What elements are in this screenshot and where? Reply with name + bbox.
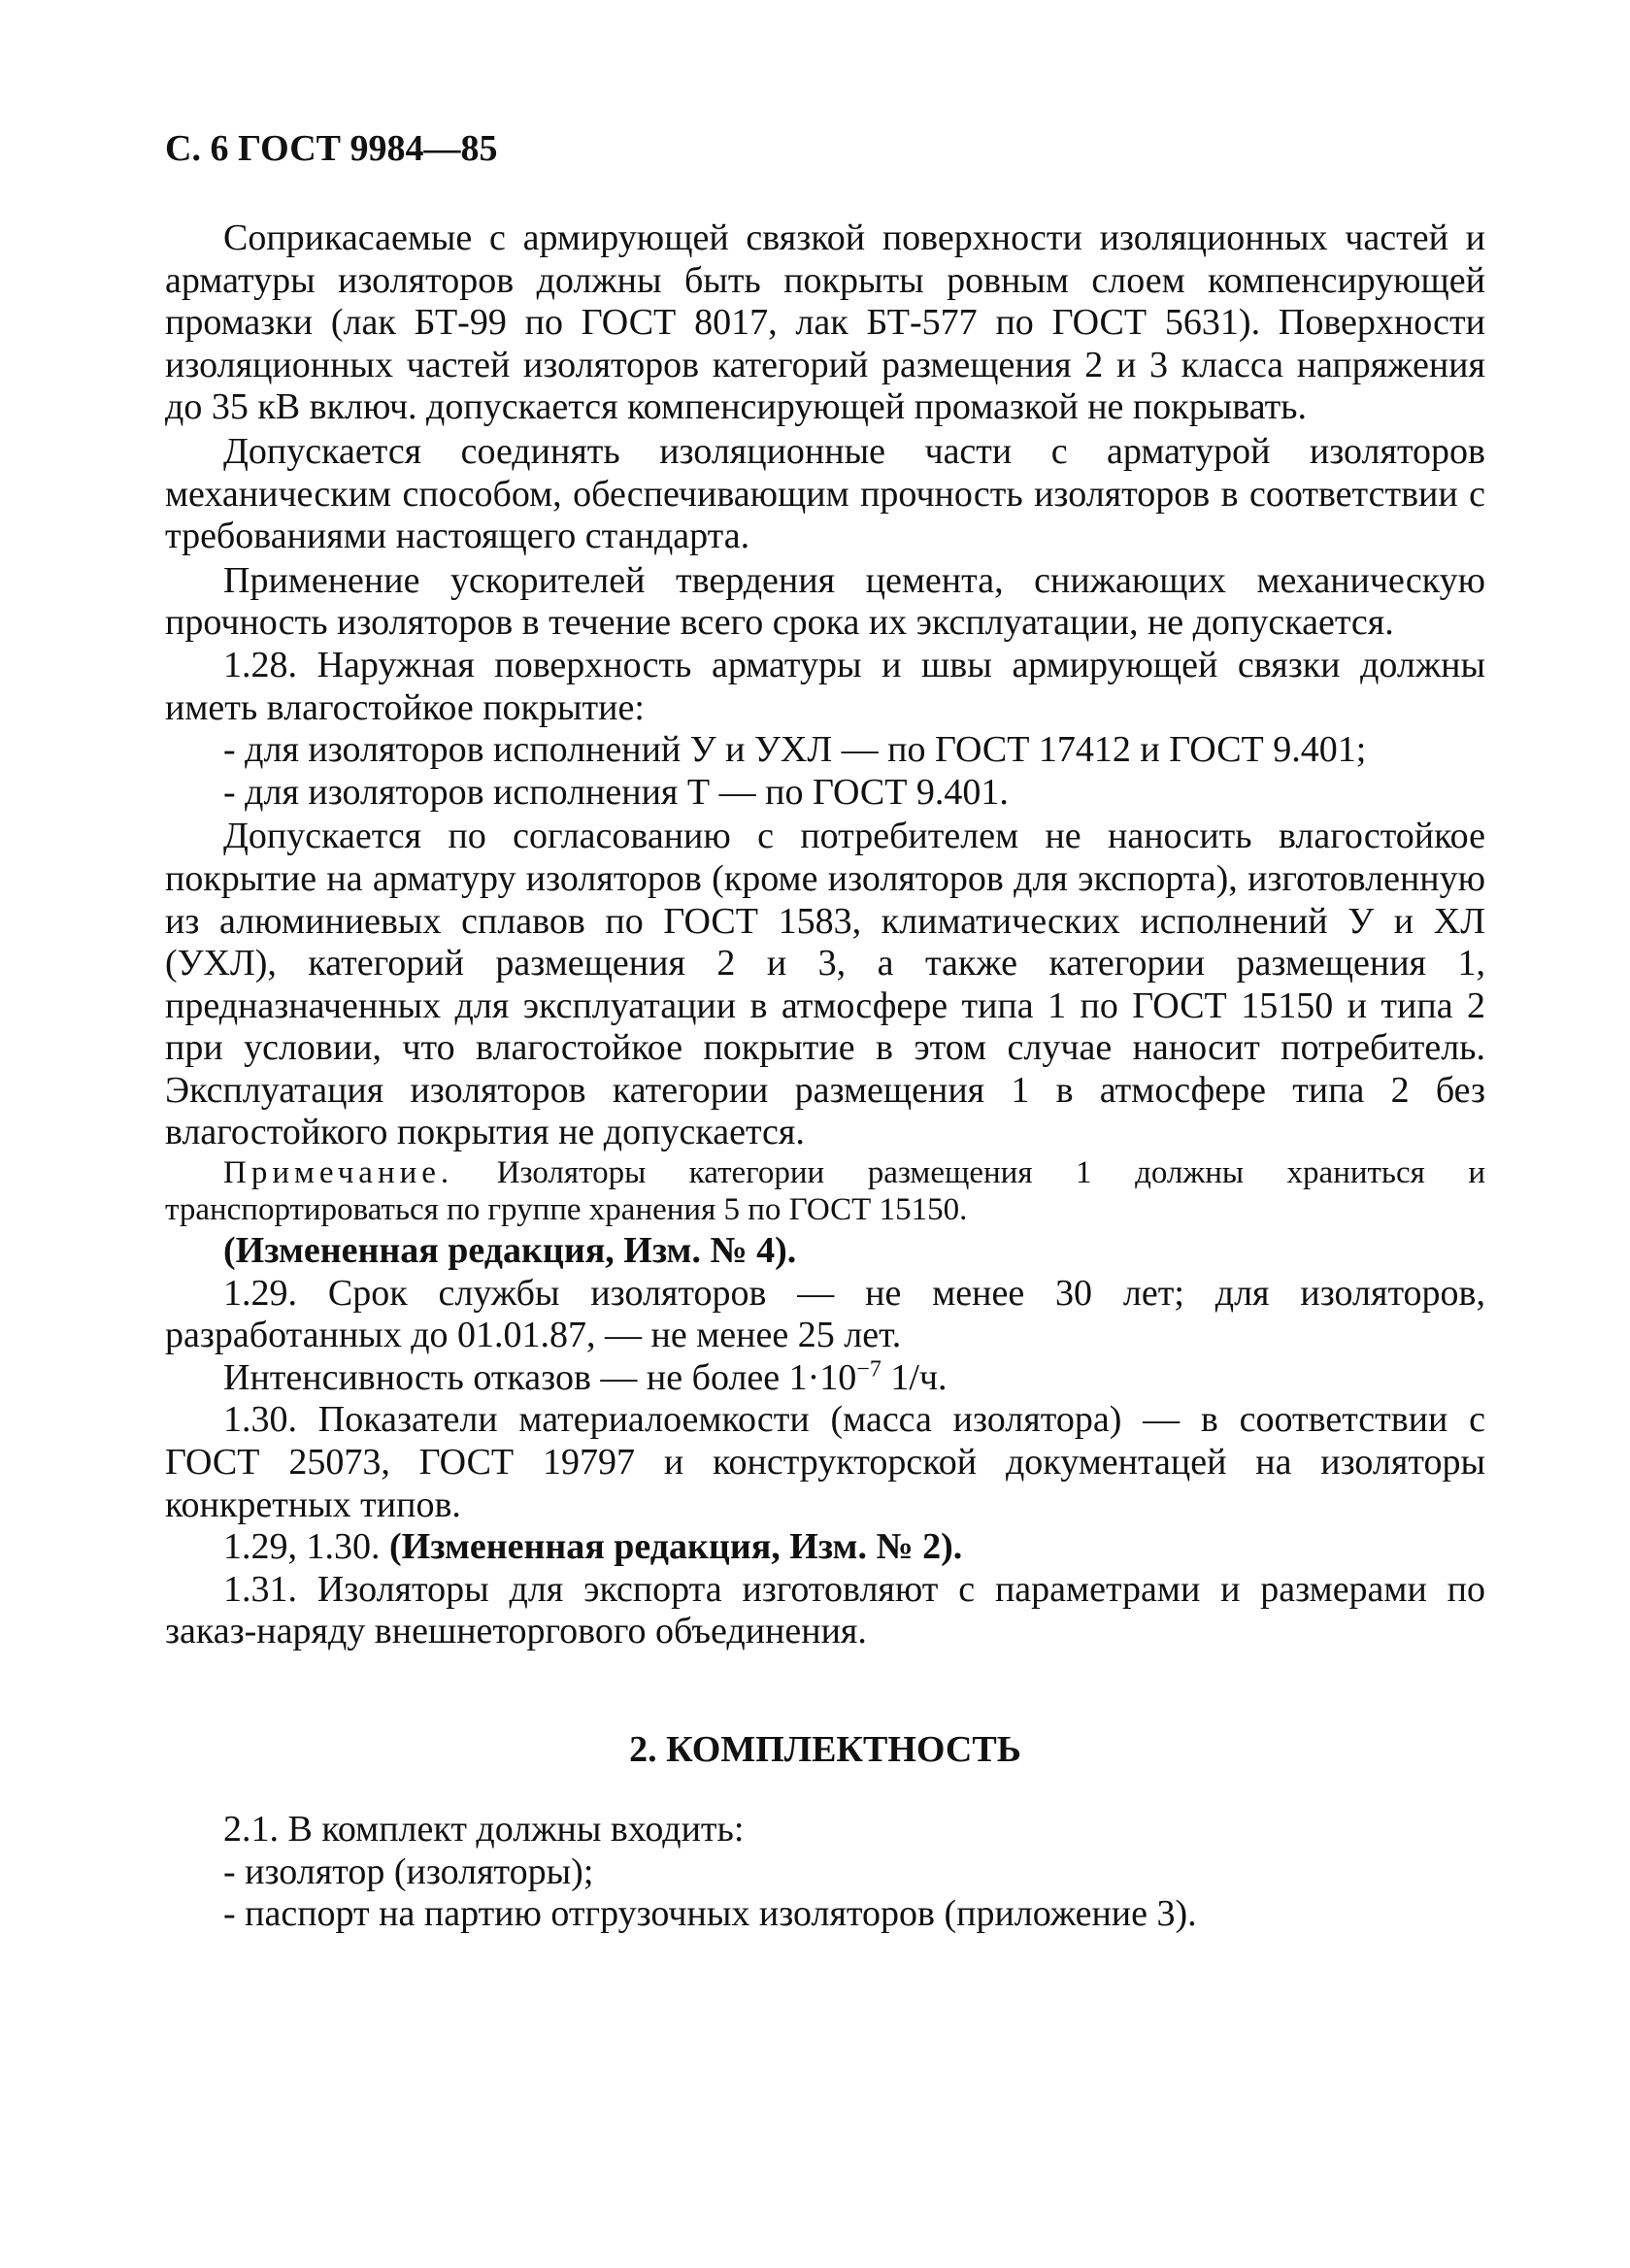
clause-2-1: 2.1. В комплект должны входить: — [223, 1809, 745, 1850]
paragraph-coating: Соприкасаемые с армирующей связкой поверхности изоляционных частей и арматуры изоляторов должны быть покрыты ровным слоем компенсирующей промазки (лак БТ-99 по ГОСТ 8017, лак БТ-577 по ГОСТ 5631). Поверхности изоляционных частей изоляторов категорий размещения 2 и 3 класса напряжения до 35 кВ включ. допускается компенсирующей промазкой не покрывать. — [165, 217, 1485, 428]
paragraph-coating-exception: Допускается по согласованию с потребителем не наносить влагостойкое покрытие на арматуру изоляторов (кроме изоляторов для экспорта), изготовленную из алюминиевых сплавов по ГОСТ 1583, климатических исполнений У и ХЛ (УХЛ), категорий размещения 2 и 3, а также категории размещения 1, предназначенных для эксплуатации в атмосфере типа 1 по ГОСТ 15150 и типа 2 при условии, что влагостойкое покрытие в этом случае наносит потребитель. Эксплуатация изоляторов категории размещения 1 в атмосфере типа 2 без влагостойкого покрытия не допускается. — [165, 816, 1485, 1153]
note-text: Изоляторы категории размещения 1 должны храниться и транспортироваться по группе хранения 5 по ГОСТ 15150. — [165, 1155, 1485, 1228]
amendment-2-text: (Измененная редакция, Изм. № 2). — [389, 1526, 963, 1568]
list-item: - для изоляторов исполнения Т — по ГОСТ 9.401. — [223, 771, 1009, 813]
note — [165, 1154, 1485, 1228]
failure-rate-text: Интенсивность отказов — не более 1·10 — [223, 1356, 857, 1398]
failure-rate-unit: 1/ч. — [881, 1356, 948, 1398]
list-item: - для изоляторов исполнений У и УХЛ — по ГОСТ 17412 и ГОСТ 9.401; — [223, 729, 1367, 771]
amendment-4: (Измененная редакция, Изм. № 4). — [223, 1230, 797, 1272]
paragraph-mechanical-joint: Допускается соединять изоляционные части с арматурой изоляторов механическим способом, обеспечивающим прочность изоляторов в соответствии с требованиями настоящего стандарта. — [165, 430, 1485, 557]
page-header: С. 6 ГОСТ 9984—85 — [165, 128, 498, 169]
failure-rate-exponent: −7 — [856, 1356, 882, 1383]
note-label: Примечание. — [223, 1155, 454, 1191]
failure-rate — [165, 1357, 1485, 1400]
clause-1-29: 1.29. Срок службы изоляторов — не менее 30 лет; для изоляторов, разработанных до 01.01.87, — не менее 25 лет. — [165, 1272, 1485, 1356]
section-title-completeness: 2. КОМПЛЕКТНОСТЬ — [629, 1729, 1021, 1770]
clause-1-28: 1.28. Наружная поверхность арматуры и швы армирующей связки должны иметь влагостойкое покрытие: — [165, 644, 1485, 728]
paragraph-cement-accelerators: Применение ускорителей твердения цемента, снижающих механическую прочность изоляторов в течение всего срока их эксплуатации, не допускается. — [165, 559, 1485, 644]
clause-1-30: 1.30. Показатели материалоемкости (масса изолятора) — в соответствии с ГОСТ 25073, ГОСТ 19797 и конструкторской документацей на изоляторы конкретных типов. — [165, 1399, 1485, 1525]
clause-1-31: 1.31. Изоляторы для экспорта изготовляют с параметрами и размерами по заказ-наряду внешнеторгового объединения. — [165, 1568, 1485, 1652]
amendment-2 — [165, 1526, 1485, 1569]
document-page — [165, 126, 1485, 1936]
amendment-2-prefix: 1.29, 1.30. — [223, 1526, 389, 1568]
list-item: - паспорт на партию отгрузочных изоляторов (приложение 3). — [223, 1893, 1197, 1935]
list-item: - изолятор (изоляторы); — [223, 1851, 594, 1892]
